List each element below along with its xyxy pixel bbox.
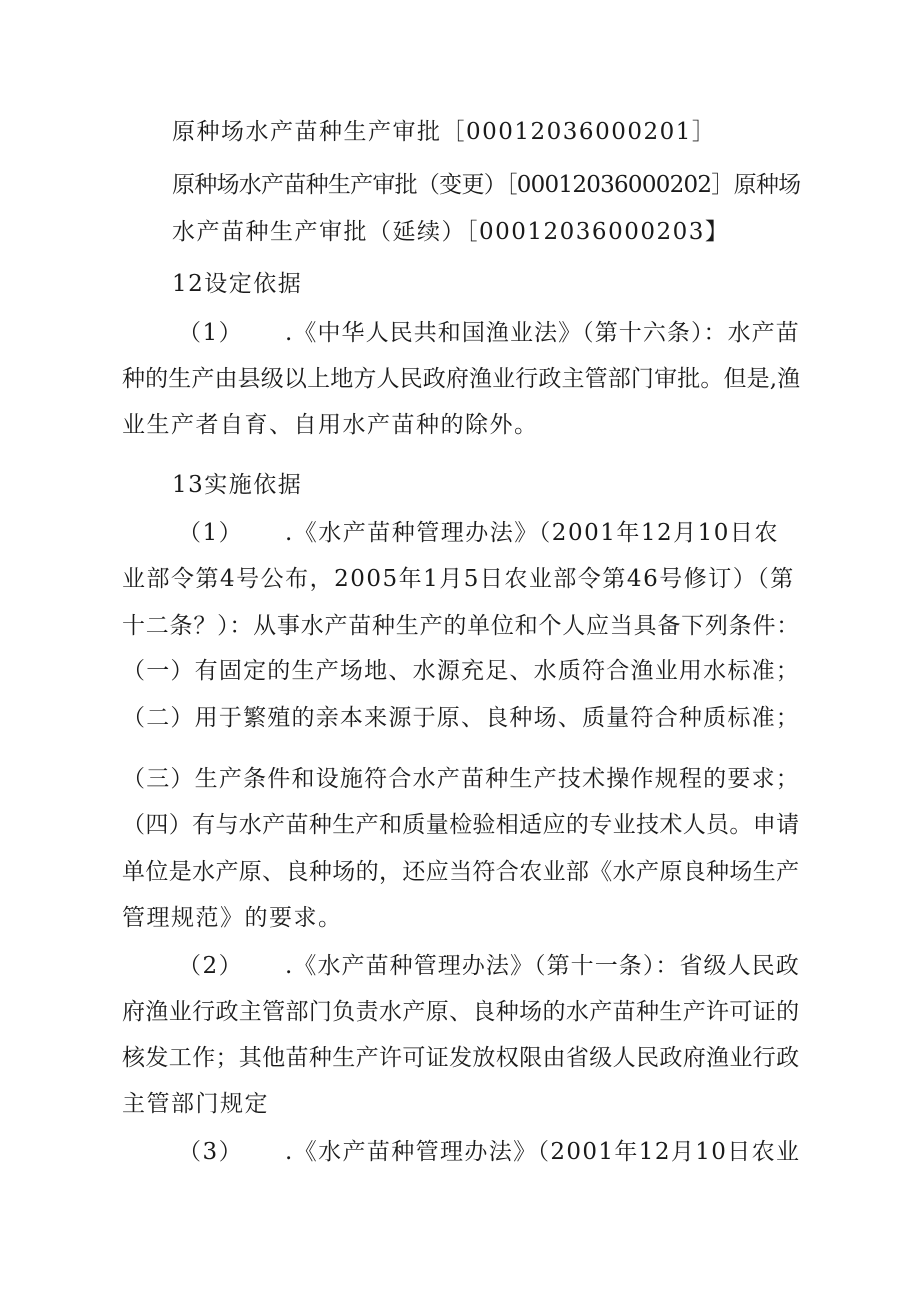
section-heading: 12设定依据 — [172, 271, 303, 297]
paragraph-line: （四）有与水产苗种生产和质量检验相适应的专业技术人员。申请 — [122, 812, 800, 838]
paragraph-line: 种的生产由县级以上地方人民政府渔业行政主管部门审批。但是,渔 — [122, 366, 801, 392]
paragraph-line: 单位是水产原、良种场的，还应当符合农业部《水产原良种场生产 — [122, 859, 800, 885]
paragraph-line: 主管部门规定 — [122, 1091, 269, 1117]
paragraph-line: （一）有固定的生产场地、水源充足、水质符合渔业用水标准； — [122, 658, 800, 684]
section-heading: 13实施依据 — [172, 472, 303, 498]
paragraph-line: （二）用于繁殖的亲本来源于原、良种场、质量符合种质标准； — [122, 705, 800, 731]
header-line: 原种场水产苗种生产审批［00012036000201］ — [172, 119, 717, 145]
item-number: （1） — [178, 320, 244, 346]
paragraph-line: 核发工作；其他苗种生产许可证发放权限由省级人民政府渔业行政 — [122, 1045, 800, 1071]
header-line: 水产苗种生产审批（延续）［00012036000203】 — [172, 219, 730, 245]
paragraph-line: 业部令第4号公布，2005年1月5日农业部令第46号修订）（第 — [122, 566, 795, 592]
paragraph-line: .《水产苗种管理办法》（2001年12月10日农 — [285, 520, 779, 546]
paragraph-line: .《中华人民共和国渔业法》（第十六条）：水产苗 — [285, 320, 800, 346]
header-line: 原种场水产苗种生产审批（变更）［00012036000202］原种场 — [172, 172, 801, 198]
paragraph-line: 十二条？）：从事水产苗种生产的单位和个人应当具备下列条件： — [122, 613, 800, 639]
paragraph-line: 业生产者自育、自用水产苗种的除外。 — [122, 412, 539, 438]
paragraph-line: .《水产苗种管理办法》（第十一条）：省级人民政 — [285, 953, 800, 979]
paragraph-line: 府渔业行政主管部门负责水产原、良种场的水产苗种生产许可证的 — [122, 999, 800, 1025]
item-number: （2） — [178, 953, 244, 979]
item-number: （3） — [178, 1139, 244, 1165]
item-number: （1） — [178, 520, 244, 546]
paragraph-line: .《水产苗种管理办法》（2001年12月10日农业 — [285, 1139, 801, 1165]
paragraph-line: 管理规范》的要求。 — [122, 905, 343, 931]
paragraph-line: （三）生产条件和设施符合水产苗种生产技术操作规程的要求； — [122, 766, 800, 792]
